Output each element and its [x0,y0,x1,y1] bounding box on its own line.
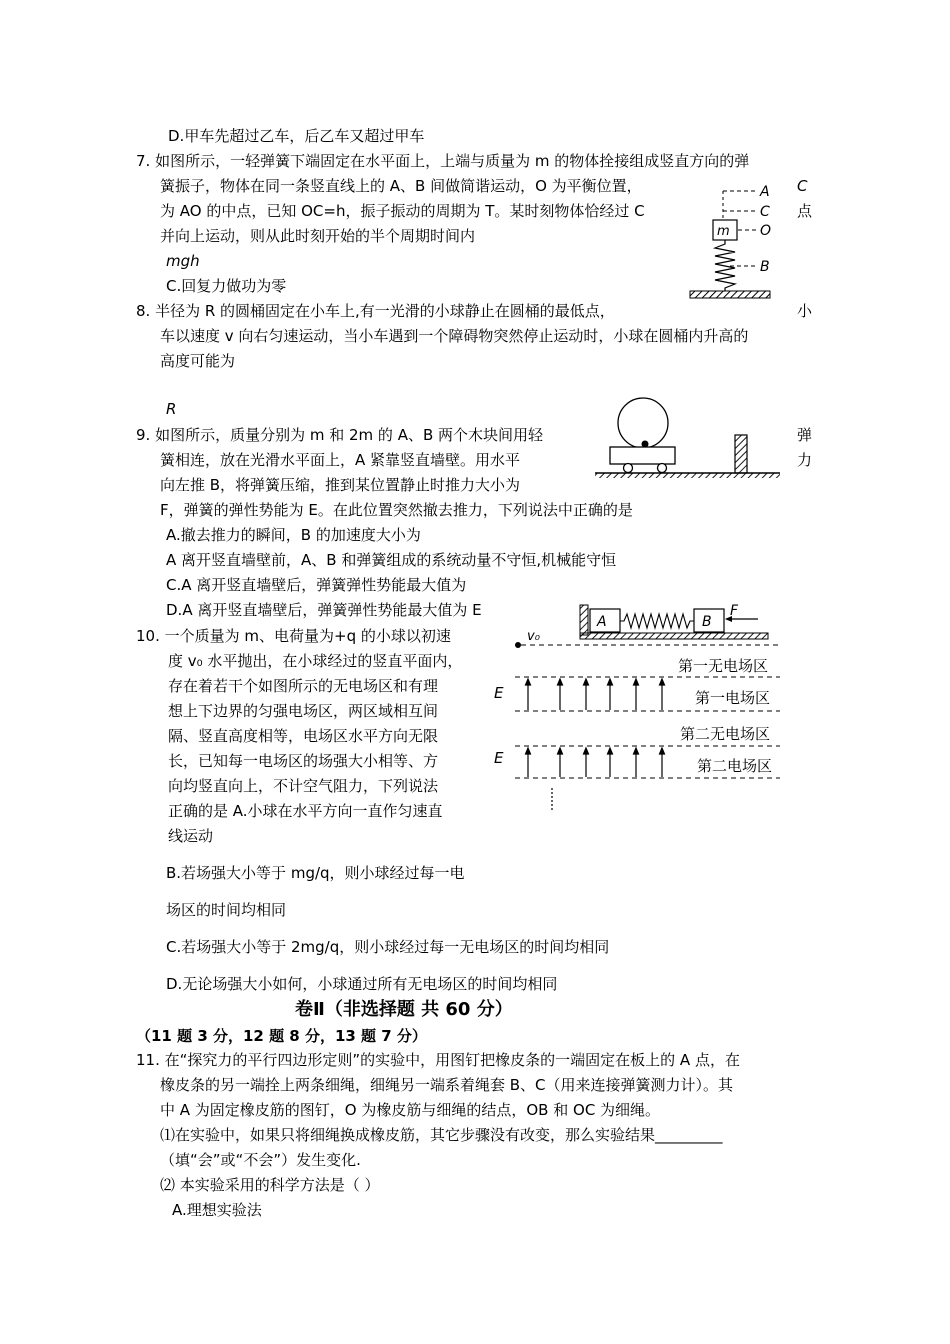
block-label-b: B [702,614,712,630]
level-label-o: O [760,223,772,239]
q8-line-1: 8. 半径为 R 的圆桶固定在小车上,有一光滑的小球静止在圆桶的最低点， [136,302,615,320]
q10-line-7: 向均竖直向上，不计空气阻力，下列说法 [168,777,439,795]
q7-option-b-fragment: mgh [166,252,200,270]
q9-line-3: 向左推 B，将弹簧压缩，推到某位置静止时推力大小为 [160,476,521,494]
cart-barrel-figure [590,395,790,480]
block-label-m: m [717,224,730,239]
q10-line-9: 线运动 [168,827,214,845]
level-label-a: A [760,184,770,200]
q10-option-c: C.若场强大小等于 2mg/q，则小球经过每一无电场区的时间均相同 [166,938,610,956]
part-2-score-note: （11 题 3 分，12 题 8 分，13 题 7 分） [136,1027,427,1045]
q8-option-fragment-r: R [166,400,177,418]
field-label-e-1: E [494,684,504,702]
field-label-e-2: E [494,749,504,767]
q7-line-3-right: 点 [797,202,813,220]
q7-line-2-right: C [797,177,808,195]
q9-option-b: A 离开竖直墙壁前，A、B 和弹簧组成的系统动量不守恒,机械能守恒 [166,551,617,569]
level-label-b: B [760,259,770,275]
level-label-c: C [760,204,770,220]
q7-line-1: 7. 如图所示，一轻弹簧下端固定在水平面上，上端与质量为 m 的物体拴接组成竖直方向的弹 [136,152,750,170]
q7-line-2: 簧振子，物体在同一条竖直线上的 A、B 间做简谐运动，O 为平衡位置， [160,177,642,195]
q8-line-1-right: 小 [797,302,813,320]
q10-line-5: 隔、竖直高度相等，电场区水平方向无限 [168,727,439,745]
q9-line-2-right: 力 [797,451,813,469]
q9-option-c: C.A 离开竖直墙壁后，弹簧弹性势能最大值为 [166,576,467,594]
zone-label-3: 第二无电场区 [680,725,771,743]
part-2-title: 卷Ⅱ（非选择题 共 60 分） [295,999,513,1020]
block-label-a: A [597,614,607,630]
q11-line-2: 橡皮条的另一端拴上两条细绳，细绳另一端系着绳套 B、C（用来连接弹簧测力计）。其 [160,1076,734,1094]
zone-label-2: 第一电场区 [695,689,771,707]
v0-label: v₀ [527,629,540,644]
q10-line-2: 度 v₀ 水平抛出，在小球经过的竖直平面内， [168,652,463,670]
q10-line-3: 存在着若干个如图所示的无电场区和有理 [168,677,439,695]
q11-line-3: 中 A 为固定橡皮筋的图钉，O 为橡皮筋与细绳的结点，OB 和 OC 为细绳。 [160,1101,661,1119]
q10-line-6: 长，已知每一电场区的场强大小相等、方 [168,752,439,770]
q9-line-4: F，弹簧的弹性势能为 E。在此位置突然撤去推力，下列说法中正确的是 [160,501,633,519]
q11-sub-1-line-2: （填“会”或“不会”）发生变化. [160,1151,361,1169]
q7-line-4: 并向上运动，则从此时刻开始的半个周期时间内 [160,227,476,245]
spring-oscillator-figure [680,178,790,303]
q11-option-a: A.理想实验法 [172,1201,262,1219]
q9-line-1: 9. 如图所示，质量分别为 m 和 2m 的 A、B 两个木块间用轻 [136,426,544,444]
q10-line-4: 想上下边界的匀强电场区，两区域相互间 [168,702,439,720]
q10-option-b-line-1: B.若场强大小等于 mg/q，则小球经过每一电 [166,864,465,882]
q10-option-b-line-2: 场区的时间均相同 [166,901,287,919]
q9-line-2: 簧相连，放在光滑水平面上，A 紧靠竖直墙壁。用水平 [160,451,521,469]
q8-line-2: 车以速度 v 向右匀速运动，当小车遇到一个障碍物突然停止运动时，小球在圆桶内升高的 [160,327,749,345]
force-label-f: F [730,603,739,619]
q9-option-d: D.A 离开竖直墙壁后，弹簧弹性势能最大值为 E [166,601,482,619]
q10-line-1: 10. 一个质量为 m、电荷量为+q 的小球以初速 [136,627,451,645]
zone-label-1: 第一无电场区 [678,657,769,675]
q11-line-1: 11. 在“探究力的平行四边形定则”的实验中，用图钉把橡皮条的一端固定在板上的 A 点，在 [136,1051,740,1069]
q9-line-1-right: 弹 [797,426,813,444]
q7-line-3: 为 AO 的中点，已知 OC=h，振子振动的周期为 T。某时刻物体恰经过 C [160,202,645,220]
q6-option-d: D.甲车先超过乙车，后乙车又超过甲车 [168,127,425,145]
q7-option-c: C.回复力做功为零 [166,277,287,295]
zone-label-4: 第二电场区 [697,757,773,775]
field-regions-figure [490,625,785,815]
q8-line-3: 高度可能为 [160,352,236,370]
q11-sub-1-line-1: ⑴在实验中，如果只将细绳换成橡皮筋，其它步骤没有改变，那么实验结果_________ [160,1126,723,1144]
q9-option-a: A.撤去推力的瞬间，B 的加速度大小为 [166,526,421,544]
q11-sub-2: ⑵ 本实验采用的科学方法是（ ） [160,1176,380,1194]
q10-option-d: D.无论场强大小如何，小球通过所有无电场区的时间均相同 [166,975,558,993]
q10-line-8: 正确的是 A.小球在水平方向一直作匀速直 [168,802,443,820]
